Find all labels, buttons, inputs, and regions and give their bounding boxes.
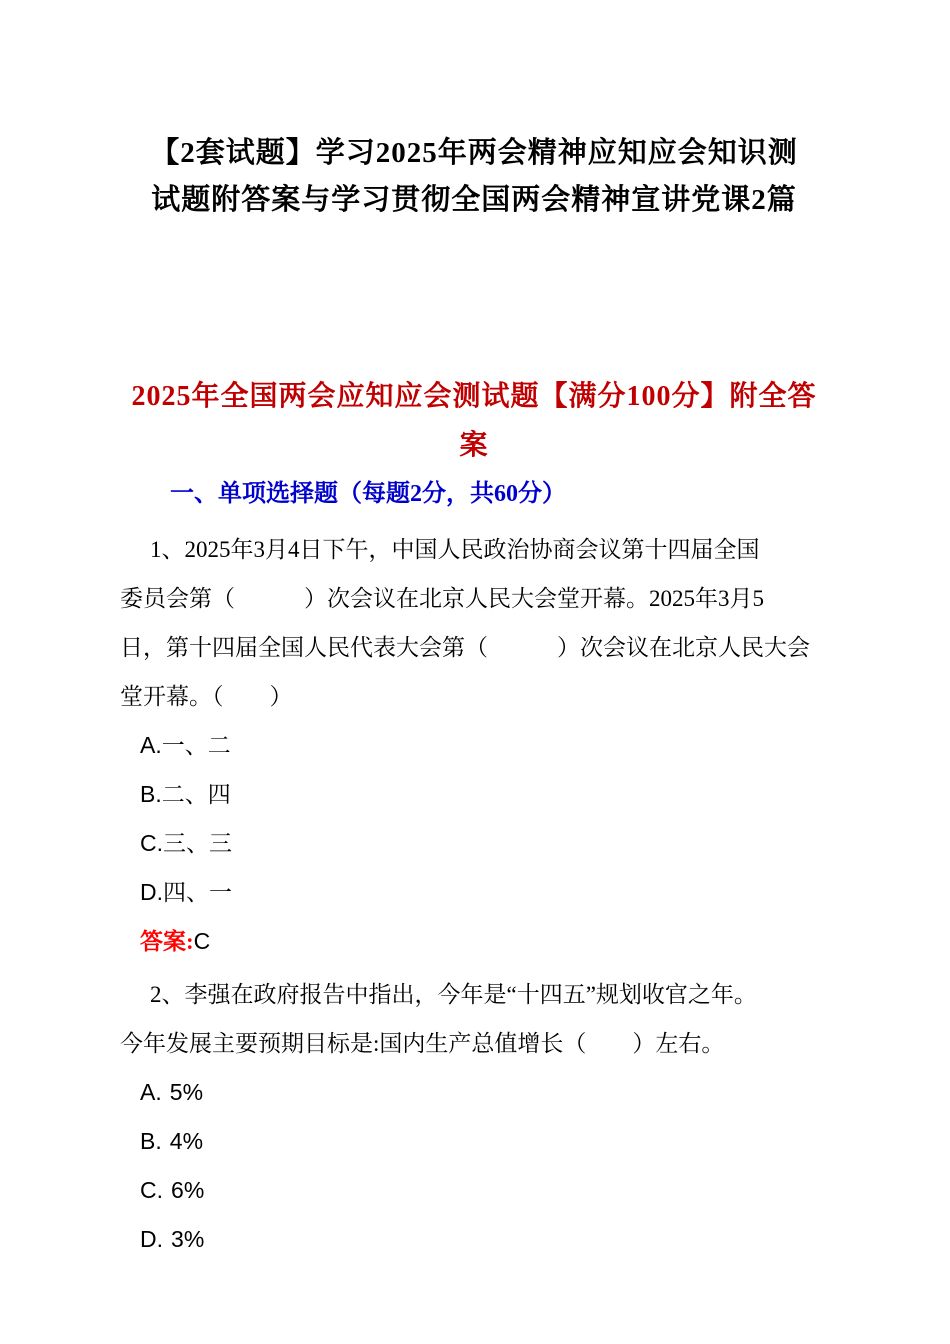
option-label: A. <box>140 732 162 758</box>
question-1-stem <box>120 525 828 721</box>
option-label: A. <box>140 1079 162 1105</box>
stem-line: 委员会第（ ）次会议在北京人民大会堂开幕。2025年3月5 <box>120 586 764 611</box>
answer-label: 答案: <box>140 929 194 954</box>
question-2-options <box>120 1068 828 1264</box>
option-label: B. <box>140 1128 162 1154</box>
option-text: 二、四 <box>161 782 231 807</box>
option-text: 四、一 <box>163 880 232 905</box>
option-label: D. <box>140 879 163 905</box>
option-c <box>120 819 828 868</box>
main-title-line-2: 试题附答案与学习贯彻全国两会精神宣讲党课2篇 <box>151 184 797 216</box>
option-label: D. <box>140 1226 163 1252</box>
option-a <box>120 1068 828 1117</box>
question-1 <box>120 525 828 966</box>
option-text: 4% <box>169 1128 204 1154</box>
option-b <box>120 1117 828 1166</box>
option-d <box>120 1215 828 1264</box>
stem-line: 1、2025年3月4日下午，中国人民政治协商会议第十四届全国 <box>150 537 760 562</box>
option-text: 三、三 <box>163 831 232 856</box>
option-d <box>120 868 828 917</box>
section-title: 2025年全国两会应知应会测试题【满分100分】附全答案 <box>131 381 817 461</box>
question-2 <box>120 970 828 1264</box>
option-text: 5% <box>169 1079 204 1105</box>
stem-line: 2、李强在政府报告中指出，今年是“十四五”规划收官之年。 <box>150 982 757 1007</box>
option-label: C. <box>140 830 163 856</box>
question-2-stem <box>120 970 828 1068</box>
option-label: B. <box>140 781 162 807</box>
option-text: 一、二 <box>161 733 231 758</box>
option-text: 6% <box>171 1177 205 1203</box>
option-text: 3% <box>171 1226 205 1252</box>
option-a <box>120 721 828 770</box>
option-label: C. <box>140 1177 163 1203</box>
stem-line: 今年发展主要预期目标是:国内生产总值增长（ ）左右。 <box>120 1031 725 1056</box>
main-title <box>120 130 828 224</box>
question-1-answer <box>120 917 828 966</box>
question-1-options <box>120 721 828 917</box>
main-title-line-1: 【2套试题】学习2025年两会精神应知应会知识测 <box>150 137 798 169</box>
option-b <box>120 770 828 819</box>
part-heading-single-choice: 一、单项选择题（每题2分，共60分） <box>170 481 566 507</box>
stem-line: 日，第十四届全国人民代表大会第（ ）次会议在北京人民大会 <box>120 635 810 660</box>
option-c <box>120 1166 828 1215</box>
stem-line: 堂开幕。（ ） <box>120 684 293 709</box>
answer-value: C <box>193 928 211 954</box>
